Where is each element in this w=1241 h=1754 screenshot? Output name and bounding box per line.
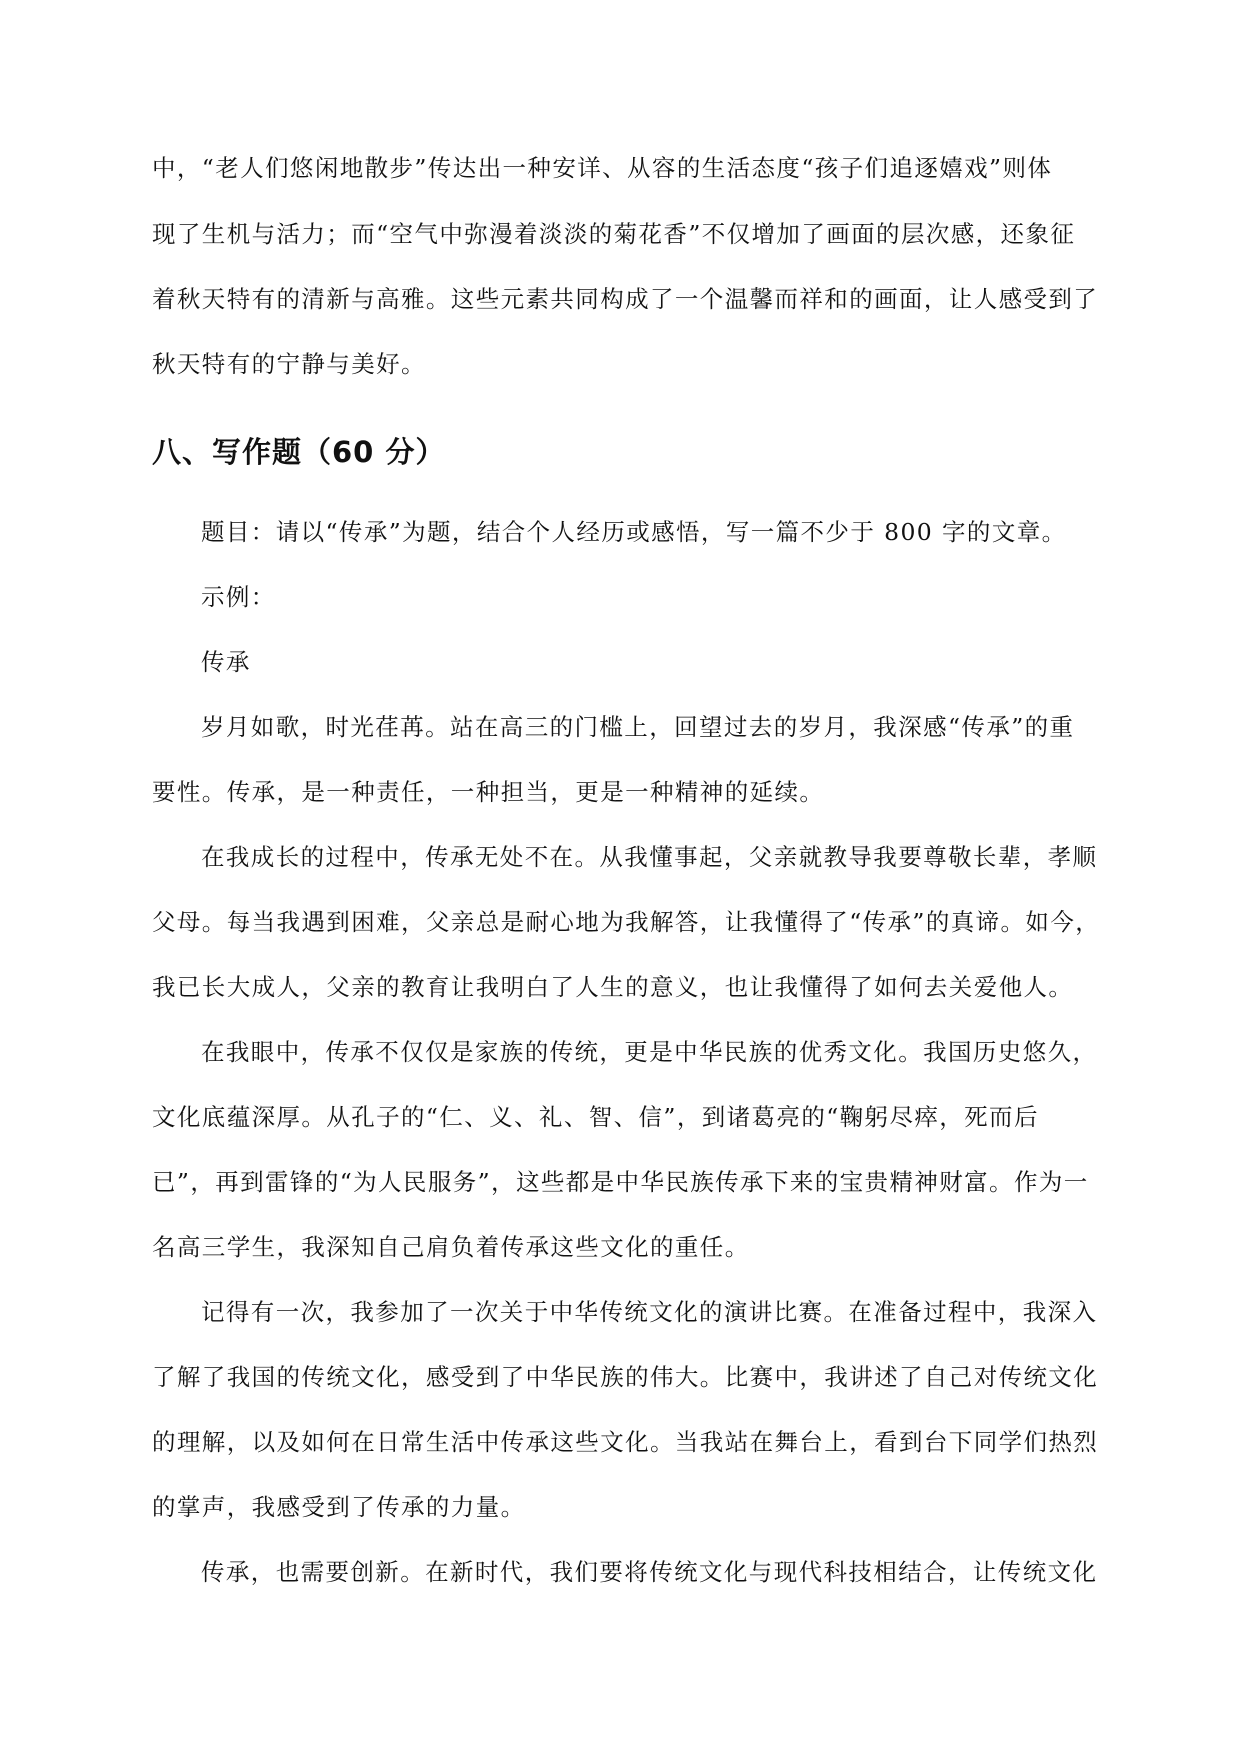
example-label: 示例： bbox=[201, 583, 276, 611]
essay-line: 记得有一次，我参加了一次关于中华传统文化的演讲比赛。在准备过程中，我深入 bbox=[201, 1298, 1098, 1326]
essay-line: 了解了我国的传统文化，感受到了中华民族的伟大。比赛中，我讲述了自己对传统文化 bbox=[152, 1363, 1099, 1391]
essay-line: 在我眼中，传承不仅仅是家族的传统，更是中华民族的优秀文化。我国历史悠久， bbox=[201, 1038, 1098, 1066]
essay-line: 的掌声，我感受到了传承的力量。 bbox=[152, 1493, 526, 1521]
essay-line: 已”，再到雷锋的“为人民服务”，这些都是中华民族传承下来的宝贵精神财富。作为一 bbox=[152, 1168, 1089, 1196]
question-text: 题目：请以“传承”为题，结合个人经历或感悟，写一篇不少于 800 字的文章。 bbox=[201, 518, 1067, 546]
essay-line: 岁月如歌，时光荏苒。站在高三的门槛上，回望过去的岁月，我深感“传承”的重 bbox=[201, 713, 1075, 741]
prev-text-line: 现了生机与活力；而“空气中弥漫着淡淡的菊花香”不仅增加了画面的层次感，还象征 bbox=[152, 220, 1076, 248]
essay-line: 在我成长的过程中，传承无处不在。从我懂事起，父亲就教导我要尊敬长辈，孝顺 bbox=[201, 843, 1098, 871]
section-heading: 八、写作题（60 分） bbox=[152, 435, 446, 469]
essay-line: 名高三学生，我深知自己肩负着传承这些文化的重任。 bbox=[152, 1233, 750, 1261]
essay-line: 传承，也需要创新。在新时代，我们要将传统文化与现代科技相结合，让传统文化 bbox=[201, 1558, 1098, 1586]
prev-text-line: 着秋天特有的清新与高雅。这些元素共同构成了一个温馨而祥和的画面，让人感受到了 bbox=[152, 285, 1099, 313]
prev-text-line: 秋天特有的宁静与美好。 bbox=[152, 350, 426, 378]
essay-line: 父母。每当我遇到困难，父亲总是耐心地为我解答，让我懂得了“传承”的真谛。如今， bbox=[152, 908, 1101, 936]
essay-line: 的理解，以及如何在日常生活中传承这些文化。当我站在舞台上，看到台下同学们热烈 bbox=[152, 1428, 1099, 1456]
essay-line: 我已长大成人，父亲的教育让我明白了人生的意义，也让我懂得了如何去关爱他人。 bbox=[152, 973, 1074, 1001]
essay-title: 传承 bbox=[201, 648, 251, 676]
prev-text-line: 中，“老人们悠闲地散步”传达出一种安详、从容的生活态度“孩子们追逐嬉戏”则体 bbox=[152, 154, 1053, 182]
essay-line: 要性。传承，是一种责任，一种担当，更是一种精神的延续。 bbox=[152, 778, 825, 806]
essay-line: 文化底蕴深厚。从孔子的“仁、义、礼、智、信”，到诸葛亮的“鞠躬尽瘁，死而后 bbox=[152, 1103, 1039, 1131]
